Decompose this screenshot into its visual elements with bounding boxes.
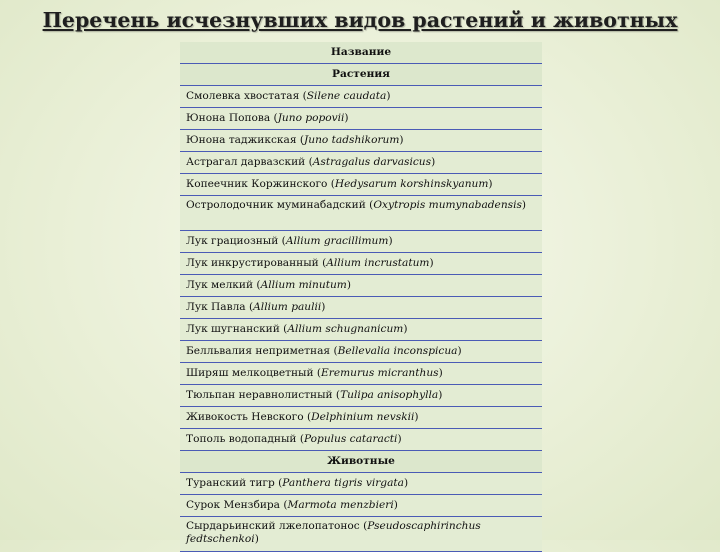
species-name: Сырдарьинский лжелопатонос <box>186 520 360 532</box>
latin-name: Populus cataracti <box>303 433 398 445</box>
table-row: Смолевка хвостатая (Silene caudata) <box>180 86 542 108</box>
table-row: Лук инкрустированный (Allium incrustatum) <box>180 253 542 275</box>
latin-name: Juno tadshikorum <box>304 134 400 146</box>
latin-name: Juno popovii <box>277 112 345 124</box>
table-row: Лук Павла (Allium paulii) <box>180 297 542 319</box>
species-name: Юнона Попова <box>186 112 271 124</box>
species-name: Туранский тигр <box>186 477 275 489</box>
latin-name: Allium gracillimum <box>285 235 389 247</box>
latin-name: Eremurus micranthus <box>321 367 439 379</box>
table-row: Копеечник Коржинского (Hedysarum korshinskyanum) <box>180 174 542 196</box>
species-name: Лук Павла <box>186 301 246 313</box>
species-name: Остролодочник муминабадский <box>186 199 366 211</box>
table-row: Белльвалия неприметная (Bellevalia inconspicua) <box>180 341 542 363</box>
latin-name: Allium incrustatum <box>326 257 430 269</box>
species-name: Юнона таджикская <box>186 134 297 146</box>
table-row: Лук шугнанский (Allium schugnanicum) <box>180 319 542 341</box>
species-name: Астрагал дарвазский <box>186 156 306 168</box>
latin-name: Astragalus darvasicus <box>312 156 432 168</box>
species-name: Лук мелкий <box>186 279 254 291</box>
species-name: Ширяш мелкоцветный <box>186 367 314 379</box>
latin-name: Allium minutum <box>260 279 347 291</box>
species-name: Сурок Мензбира <box>186 499 280 511</box>
species-name: Лук инкрустированный <box>186 257 319 269</box>
latin-name: Allium schugnanicum <box>287 323 404 335</box>
table-row: Астрагал дарвазский (Astragalus darvasicus) <box>180 152 542 174</box>
latin-name: Tulipa anisophylla <box>340 389 439 401</box>
table-row: Сырдарьинский лжелопатонос (Pseudoscaphirinchus fedtschenkoi) <box>180 517 542 552</box>
table-row: Тюльпан неравнолистный (Tulipa anisophylla) <box>180 385 542 407</box>
species-name: Лук грациозный <box>186 235 279 247</box>
table-row: Лук мелкий (Allium minutum) <box>180 275 542 297</box>
table-row: Юнона Попова (Juno popovii) <box>180 108 542 130</box>
species-name: Копеечник Коржинского <box>186 178 328 190</box>
species-table <box>180 42 542 552</box>
table-header: Название <box>180 42 542 64</box>
species-name: Живокость Невского <box>186 411 304 423</box>
species-name: Лук шугнанский <box>186 323 280 335</box>
table-row: Тополь водопадный (Populus cataracti) <box>180 429 542 451</box>
table-row: Ширяш мелкоцветный (Eremurus micranthus) <box>180 363 542 385</box>
species-name: Тюльпан неравнолистный <box>186 389 333 401</box>
table-row: Сурок Мензбира (Marmota menzbieri) <box>180 495 542 517</box>
table-row: Туранский тигр (Panthera tigris virgata) <box>180 473 542 495</box>
page-title: Перечень исчезнувших видов растений и животных <box>42 8 678 32</box>
section-header-plants: Растения <box>180 64 542 86</box>
species-name: Белльвалия неприметная <box>186 345 331 357</box>
table-row: Лук грациозный (Allium gracillimum) <box>180 231 542 253</box>
latin-name: Hedysarum korshinskyanum <box>334 178 489 190</box>
latin-name: Delphinium nevskii <box>311 411 415 423</box>
table-row: Остролодочник муминабадский (Oxytropis mumynabadensis) <box>180 196 542 231</box>
species-name: Тополь водопадный <box>186 433 297 445</box>
section-header-animals: Животные <box>180 451 542 473</box>
latin-name: Panthera tigris virgata <box>282 477 404 489</box>
latin-name: Marmota menzbieri <box>287 499 394 511</box>
latin-name: Allium paulii <box>253 301 322 313</box>
latin-name: Pseudoscaphirinchus fedtschenkoi <box>186 520 481 545</box>
latin-name: Bellevalia inconspicua <box>337 345 458 357</box>
latin-name: Silene caudata <box>306 90 387 102</box>
table-row: Юнона таджикская (Juno tadshikorum) <box>180 130 542 152</box>
species-name: Смолевка хвостатая <box>186 90 300 102</box>
table-row: Живокость Невского (Delphinium nevskii) <box>180 407 542 429</box>
latin-name: Oxytropis mumynabadensis <box>373 199 522 211</box>
